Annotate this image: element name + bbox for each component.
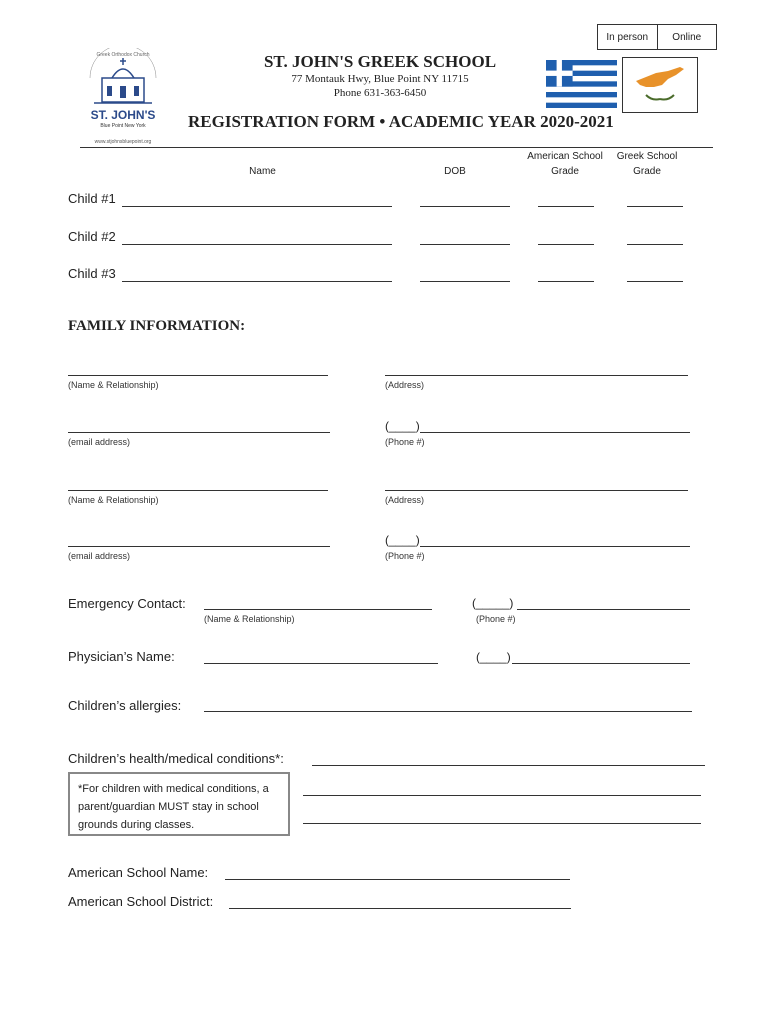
medical-conditions-field-3[interactable] [303, 823, 701, 824]
col-name-header: Name [249, 166, 276, 177]
emergency-contact-name-field[interactable] [204, 609, 432, 610]
col-greek-grade-header: Greek School [616, 151, 678, 162]
parent-2-email-field[interactable] [68, 546, 330, 547]
medical-conditions-field-1[interactable] [312, 765, 705, 766]
parent-2-name-caption: (Name & Relationship) [68, 495, 159, 505]
header-divider [80, 147, 713, 148]
col-american-grade-header: American School [527, 151, 603, 162]
child-2-name-field[interactable] [122, 244, 392, 245]
parent-1-name-field[interactable] [68, 375, 328, 376]
allergies-field[interactable] [204, 711, 692, 712]
child-2-american-grade-field[interactable] [538, 244, 594, 245]
child-1-greek-grade-field[interactable] [627, 206, 683, 207]
child-1-name-field[interactable] [122, 206, 392, 207]
logo-location: Blue Point New York [100, 123, 146, 129]
emergency-phone-caption: (Phone #) [476, 614, 516, 624]
child-3-dob-field[interactable] [420, 281, 510, 282]
logo-arc-text: Greek Orthodox Church [96, 52, 150, 58]
parent-2-area-code: (____) [385, 533, 420, 547]
child-2-greek-grade-field[interactable] [627, 244, 683, 245]
parent-1-phone-field[interactable] [420, 432, 690, 433]
physician-phone-field[interactable] [512, 663, 690, 664]
child-3-label: Child #3 [68, 266, 116, 281]
in-person-option[interactable]: In person [598, 25, 658, 49]
parent-2-address-field[interactable] [385, 490, 688, 491]
parent-1-area-code: (____) [385, 419, 420, 433]
online-option[interactable]: Online [672, 31, 702, 43]
parent-1-name-caption: (Name & Relationship) [68, 380, 159, 390]
child-1-dob-field[interactable] [420, 206, 510, 207]
parent-1-phone-caption: (Phone #) [385, 437, 425, 447]
medical-note: *For children with medical conditions, a parent/guardian MUST stay in school grounds during classes. [68, 772, 290, 836]
american-school-district-label: American School District: [68, 894, 214, 909]
child-3-american-grade-field[interactable] [538, 281, 594, 282]
cyprus-flag-icon [622, 57, 698, 113]
american-school-name-label: American School Name: [68, 865, 209, 880]
physician-name-field[interactable] [204, 663, 438, 664]
form-title: REGISTRATION FORM • ACADEMIC YEAR 2020-2021 [188, 112, 614, 131]
school-name: ST. JOHN'S GREEK SCHOOL [263, 52, 497, 71]
parent-1-address-field[interactable] [385, 375, 688, 376]
child-3-name-field[interactable] [122, 281, 392, 282]
child-2-dob-field[interactable] [420, 244, 510, 245]
col-greek-grade-header-2: Grade [633, 166, 661, 177]
greece-flag-icon [546, 60, 617, 108]
family-info-heading: FAMILY INFORMATION: [68, 318, 246, 334]
child-3-greek-grade-field[interactable] [627, 281, 683, 282]
emergency-contact-name-caption: (Name & Relationship) [204, 614, 295, 624]
medical-conditions-field-2[interactable] [303, 795, 701, 796]
parent-2-email-caption: (email address) [68, 551, 131, 561]
physician-label: Physician’s Name: [68, 649, 175, 664]
school-phone: Phone 631-363-6450 [333, 87, 427, 99]
logo-name: ST. JOHN'S [90, 108, 156, 122]
parent-2-phone-caption: (Phone #) [385, 551, 425, 561]
american-school-name-field[interactable] [225, 879, 570, 880]
col-american-grade-header-2: Grade [551, 166, 579, 177]
school-address: 77 Montauk Hwy, Blue Point NY 11715 [291, 73, 469, 85]
parent-1-address-caption: (Address) [385, 380, 425, 390]
child-1-label: Child #1 [68, 191, 116, 206]
emergency-phone-field[interactable] [517, 609, 690, 610]
church-logo-icon [80, 48, 166, 148]
attendance-toggle[interactable] [597, 24, 717, 50]
parent-2-phone-field[interactable] [420, 546, 690, 547]
parent-2-name-field[interactable] [68, 490, 328, 491]
medical-conditions-label: Children’s health/medical conditions*: [68, 751, 284, 766]
church-logo [80, 48, 166, 148]
allergies-label: Children’s allergies: [68, 698, 182, 713]
child-2-label: Child #2 [68, 229, 116, 244]
logo-url: www.stjohnsbluepoint.org [94, 139, 152, 145]
physician-area-code: (____) [476, 650, 511, 664]
emergency-contact-label: Emergency Contact: [68, 596, 186, 611]
emergency-area-code: (_____) [472, 596, 514, 610]
parent-2-address-caption: (Address) [385, 495, 425, 505]
parent-1-email-field[interactable] [68, 432, 330, 433]
parent-1-email-caption: (email address) [68, 437, 131, 447]
col-dob-header: DOB [444, 166, 466, 177]
american-school-district-field[interactable] [229, 908, 571, 909]
child-1-american-grade-field[interactable] [538, 206, 594, 207]
